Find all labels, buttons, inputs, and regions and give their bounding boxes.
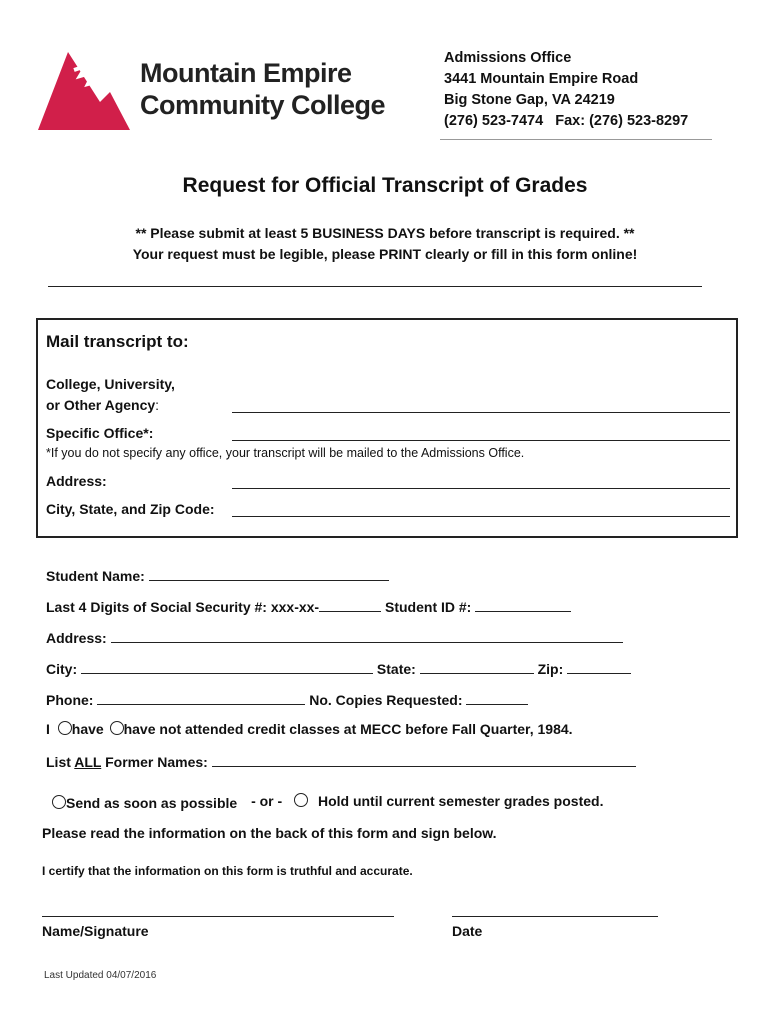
- read-notice: Please read the information on the back of this form and sign below.: [42, 825, 497, 841]
- college-label-colon: :: [155, 397, 160, 413]
- former-prefix: List: [46, 754, 71, 770]
- college-label-text: or Other Agency: [46, 397, 156, 413]
- ssn-input[interactable]: [319, 597, 381, 612]
- city-input[interactable]: [81, 659, 373, 674]
- notice-line-1: ** Please submit at least 5 BUSINESS DAYS before transcript is required. **: [135, 225, 635, 241]
- city-state-zip-input-line[interactable]: [232, 516, 730, 517]
- student-address-input[interactable]: [111, 628, 623, 643]
- delivery-options-row: [52, 793, 603, 811]
- phone-input[interactable]: [97, 690, 305, 705]
- city-label: City:: [46, 661, 78, 677]
- name-signature-label: Name/Signature: [42, 923, 149, 939]
- hold-radio[interactable]: [294, 793, 308, 807]
- have-not-radio[interactable]: [110, 721, 124, 735]
- student-id-label: Student ID #:: [385, 599, 472, 615]
- office-phone-fax: (276) 523-7474 Fax: (276) 523-8297: [444, 113, 689, 129]
- copies-label: No. Copies Requested:: [309, 692, 463, 708]
- copies-input[interactable]: [466, 690, 528, 705]
- student-address-row: [46, 628, 623, 646]
- office-street: 3441 Mountain Empire Road: [444, 71, 639, 87]
- college-label-2: [46, 397, 159, 413]
- college-logo: [38, 52, 130, 130]
- hold-label: Hold until current semester grades posted.: [317, 793, 604, 809]
- send-asap-label: Send as soon as possible: [66, 795, 238, 811]
- have-not-label: have not attended credit classes at MECC before Fall Quarter, 1984.: [123, 721, 573, 737]
- date-label: Date: [452, 923, 483, 939]
- college-label-1: College, University,: [46, 376, 175, 392]
- have-radio[interactable]: [58, 721, 72, 735]
- form-title: Request for Official Transcript of Grades: [182, 174, 588, 197]
- notice-divider: [48, 286, 702, 287]
- former-suffix: Former Names:: [105, 754, 208, 770]
- student-address-label: Address:: [46, 630, 107, 646]
- student-name-label: Student Name:: [46, 568, 145, 584]
- office-city: Big Stone Gap, VA 24219: [444, 92, 615, 108]
- send-asap-radio[interactable]: [52, 795, 66, 809]
- attendance-row: [46, 721, 573, 737]
- certify-text: I certify that the information on this form is truthful and accurate.: [42, 864, 413, 878]
- ssn-label: Last 4 Digits of Social Security #: xxx-xx-: [46, 599, 320, 615]
- mountain-logo-icon: [38, 52, 130, 130]
- header-divider: [440, 139, 712, 140]
- zip-input[interactable]: [567, 659, 631, 674]
- phone-label: Phone:: [46, 692, 94, 708]
- former-names-input[interactable]: [212, 752, 636, 767]
- mail-heading: Mail transcript to:: [46, 332, 189, 351]
- office-note: *If you do not specify any office, your transcript will be mailed to the Admissions Office.: [46, 446, 525, 460]
- date-line[interactable]: [452, 916, 658, 917]
- office-address: [444, 48, 688, 132]
- office-input-line[interactable]: [232, 440, 730, 441]
- or-label: - or -: [251, 793, 283, 809]
- have-label: have: [71, 721, 104, 737]
- office-name: Admissions Office: [444, 50, 572, 66]
- city-state-zip-row: [46, 659, 631, 677]
- i-label: I: [46, 721, 50, 737]
- last-updated: Last Updated 04/07/2016: [44, 970, 157, 981]
- former-names-row: [46, 752, 636, 770]
- phone-copies-row: [46, 690, 528, 708]
- student-name-input[interactable]: [149, 566, 389, 581]
- signature-line[interactable]: [42, 916, 394, 917]
- zip-label: Zip:: [537, 661, 564, 677]
- student-name-row: [46, 566, 389, 584]
- college-name-line1: Mountain Empire: [140, 58, 352, 88]
- college-name-line2: Community College: [140, 90, 386, 120]
- state-input[interactable]: [420, 659, 534, 674]
- city-state-zip-label: City, State, and Zip Code:: [46, 501, 215, 517]
- office-label: Specific Office*:: [46, 425, 154, 441]
- state-label: State:: [376, 661, 416, 677]
- college-input-line[interactable]: [232, 412, 730, 413]
- mail-address-label: Address:: [46, 473, 107, 489]
- notice-line-2: Your request must be legible, please PRINT clearly or fill in this form online!: [132, 246, 638, 262]
- former-all: ALL: [74, 754, 102, 770]
- ssn-row: [46, 597, 571, 615]
- student-id-input[interactable]: [475, 597, 571, 612]
- mail-address-input-line[interactable]: [232, 488, 730, 489]
